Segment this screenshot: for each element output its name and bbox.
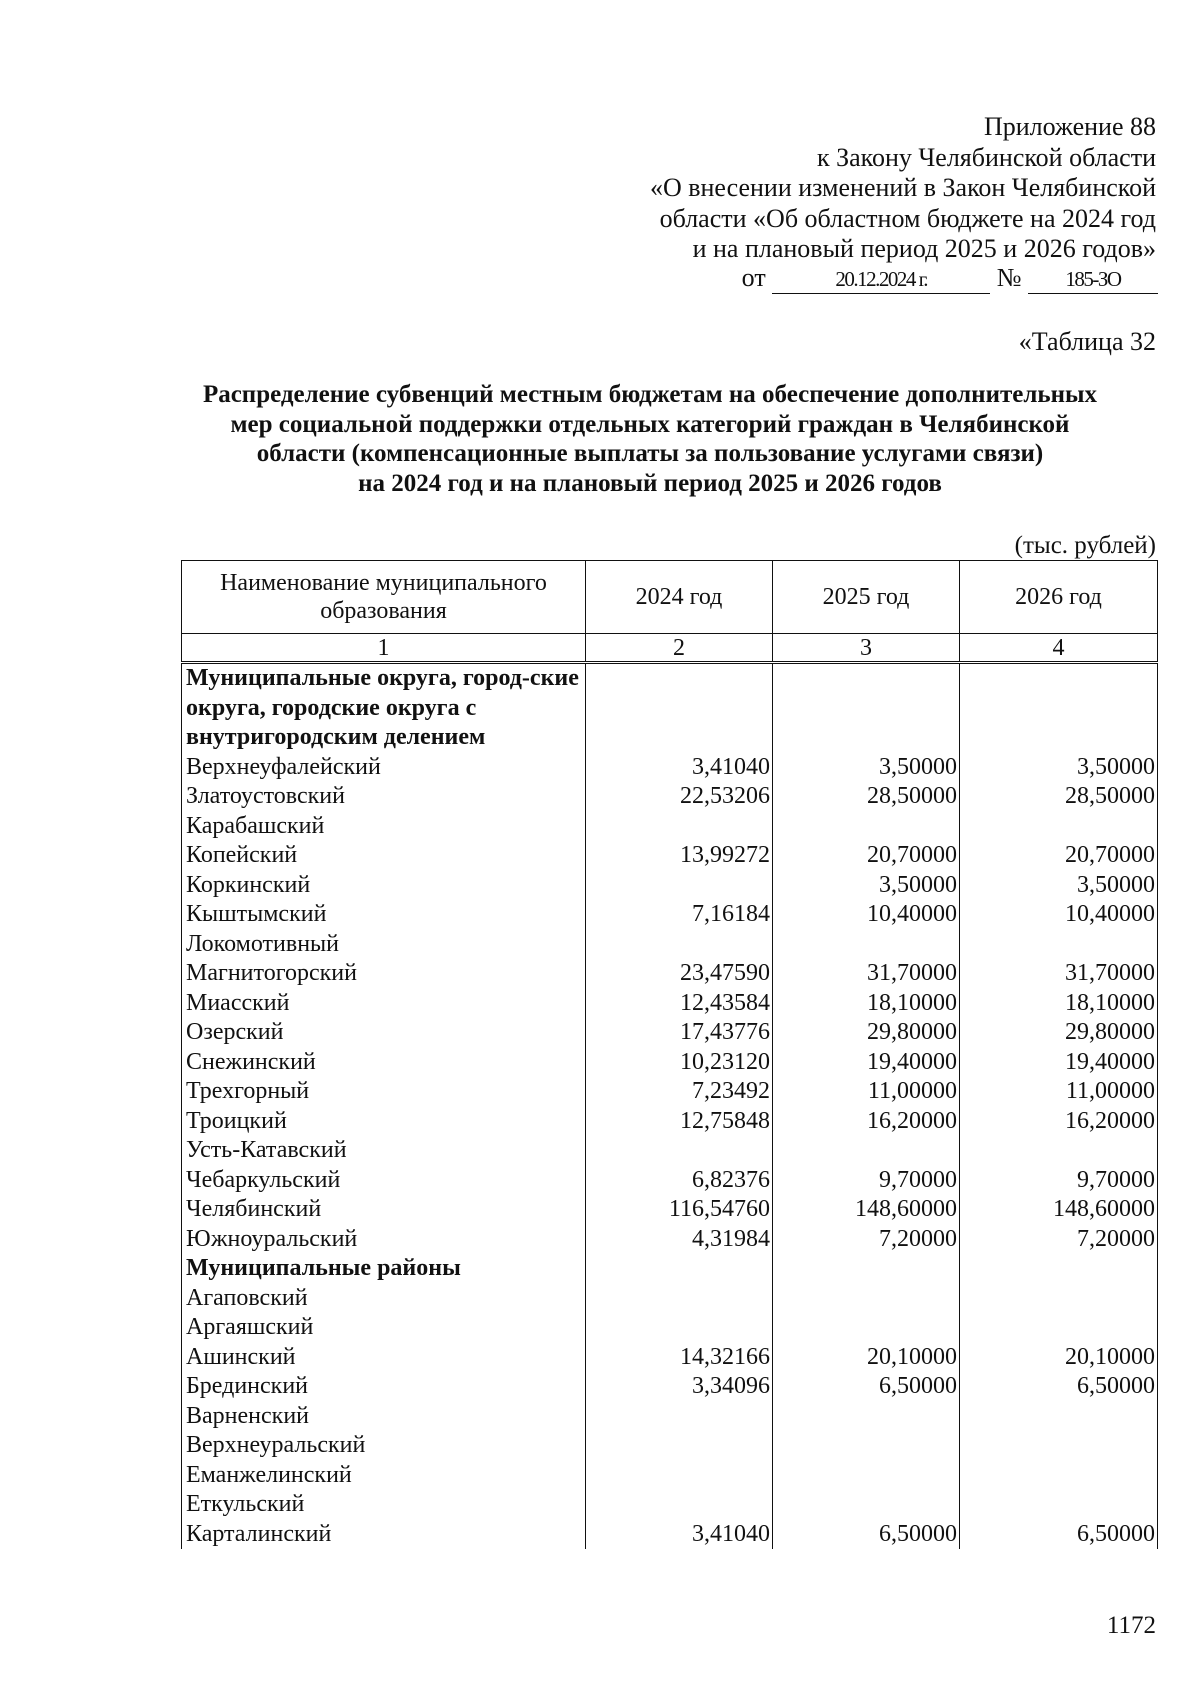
law-date: 20.12.2024 г. [835, 267, 928, 291]
column-header-2024: 2024 год [586, 561, 773, 634]
value-2026 [960, 1490, 1158, 1520]
table-row [182, 1372, 1158, 1402]
law-number: 185-ЗО [1065, 267, 1121, 291]
value-2026: 20,10000 [960, 1343, 1158, 1373]
appendix-line-3: «О внесении изменений в Закон Челябинской [649, 173, 1156, 202]
value-2024: 116,54760 [586, 1195, 773, 1225]
value-2024: 6,82376 [586, 1166, 773, 1196]
law-date-field [772, 263, 990, 294]
municipality-name: Усть-Катавский [182, 1136, 586, 1166]
value-2026: 29,80000 [960, 1018, 1158, 1048]
table-row [182, 1136, 1158, 1166]
municipality-name: Троицкий [182, 1107, 586, 1137]
municipality-name: Аргаяшский [182, 1313, 586, 1343]
group-title: Муниципальные округа, город-ские округа, городские округа с внутригородским делением [182, 663, 586, 753]
value-2026: 19,40000 [960, 1048, 1158, 1078]
table-row [182, 1284, 1158, 1314]
value-2024 [586, 1402, 773, 1432]
table-row [182, 812, 1158, 842]
empty-cell [586, 1254, 773, 1284]
value-2026: 18,10000 [960, 989, 1158, 1019]
value-2025: 20,10000 [773, 1343, 960, 1373]
municipality-name: Карабашский [182, 812, 586, 842]
value-2024: 12,43584 [586, 989, 773, 1019]
value-2024 [586, 1313, 773, 1343]
value-2025 [773, 1136, 960, 1166]
column-number: 3 [773, 634, 960, 663]
table-row [182, 900, 1158, 930]
value-2025 [773, 1490, 960, 1520]
value-2026: 7,20000 [960, 1225, 1158, 1255]
value-2026: 3,50000 [960, 753, 1158, 783]
value-2026: 20,70000 [960, 841, 1158, 871]
value-2024 [586, 1461, 773, 1491]
value-2025 [773, 1313, 960, 1343]
column-number: 4 [960, 634, 1158, 663]
table-row [182, 782, 1158, 812]
table-row [182, 1313, 1158, 1343]
value-2024: 10,23120 [586, 1048, 773, 1078]
value-2026: 3,50000 [960, 871, 1158, 901]
municipality-name: Локомотивный [182, 930, 586, 960]
value-2026: 6,50000 [960, 1372, 1158, 1402]
municipality-name: Златоустовский [182, 782, 586, 812]
table-header-row [182, 561, 1158, 634]
value-2026 [960, 1431, 1158, 1461]
value-2025 [773, 1284, 960, 1314]
table-row [182, 1402, 1158, 1432]
value-2025: 20,70000 [773, 841, 960, 871]
group-row [182, 1254, 1158, 1284]
municipality-name: Озерский [182, 1018, 586, 1048]
municipality-name: Верхнеуфалейский [182, 753, 586, 783]
value-2024 [586, 930, 773, 960]
value-2024: 3,41040 [586, 1520, 773, 1550]
document-title [150, 380, 1150, 498]
value-2026: 148,60000 [960, 1195, 1158, 1225]
title-line-3: области (компенсационные выплаты за пользование услугами связи) [256, 440, 1044, 467]
value-2025: 3,50000 [773, 753, 960, 783]
value-2026: 11,00000 [960, 1077, 1158, 1107]
value-2026: 10,40000 [960, 900, 1158, 930]
appendix-line-2: к Закону Челябинской области [816, 142, 1156, 172]
value-2025: 31,70000 [773, 959, 960, 989]
value-2024: 3,41040 [586, 753, 773, 783]
municipality-name: Снежинский [182, 1048, 586, 1078]
table-row [182, 1461, 1158, 1491]
municipality-name: Миасский [182, 989, 586, 1019]
table-row [182, 1490, 1158, 1520]
table-row [182, 989, 1158, 1019]
appendix-header [536, 112, 1156, 265]
municipality-name: Варненский [182, 1402, 586, 1432]
value-2026: 16,20000 [960, 1107, 1158, 1137]
value-2026 [960, 1136, 1158, 1166]
value-2024: 4,31984 [586, 1225, 773, 1255]
municipality-name: Карталинский [182, 1520, 586, 1550]
municipality-name: Еманжелинский [182, 1461, 586, 1491]
municipality-name: Магнитогорский [182, 959, 586, 989]
value-2025: 3,50000 [773, 871, 960, 901]
value-2025: 7,20000 [773, 1225, 960, 1255]
value-2024: 22,53206 [586, 782, 773, 812]
page-number: 1172 [1106, 1612, 1156, 1639]
column-number: 2 [586, 634, 773, 663]
law-date-number [742, 263, 1158, 295]
group-title: Муниципальные районы [182, 1254, 586, 1284]
value-2024: 23,47590 [586, 959, 773, 989]
value-2024: 3,34096 [586, 1372, 773, 1402]
municipality-name: Агаповский [182, 1284, 586, 1314]
table-row [182, 1018, 1158, 1048]
title-line-2: мер социальной поддержки отдельных категорий граждан в Челябинской [230, 410, 1070, 438]
municipality-name: Еткульский [182, 1490, 586, 1520]
value-2025: 6,50000 [773, 1372, 960, 1402]
value-2025: 148,60000 [773, 1195, 960, 1225]
value-2024 [586, 812, 773, 842]
value-2025: 6,50000 [773, 1520, 960, 1550]
empty-cell [960, 663, 1158, 753]
table-row [182, 1195, 1158, 1225]
value-2025 [773, 930, 960, 960]
appendix-line-4: области «Об областном бюджете на 2024 год [659, 203, 1156, 233]
value-2026 [960, 930, 1158, 960]
table-label: «Таблица 32 [1018, 327, 1156, 356]
value-2025 [773, 1461, 960, 1491]
table-row [182, 1343, 1158, 1373]
municipality-name: Ашинский [182, 1343, 586, 1373]
value-2024: 17,43776 [586, 1018, 773, 1048]
value-2025: 29,80000 [773, 1018, 960, 1048]
table-row [182, 1077, 1158, 1107]
units-label: (тыс. рублей) [1014, 532, 1156, 559]
title-line-4: на 2024 год и на плановый период 2025 и 2026 годов [358, 469, 942, 497]
empty-cell [586, 663, 773, 753]
column-header-2026: 2026 год [960, 561, 1158, 634]
value-2026: 28,50000 [960, 782, 1158, 812]
value-2025: 28,50000 [773, 782, 960, 812]
value-2025 [773, 812, 960, 842]
value-2026 [960, 1284, 1158, 1314]
table-row [182, 959, 1158, 989]
value-2025: 16,20000 [773, 1107, 960, 1137]
value-2024 [586, 871, 773, 901]
table-row [182, 1225, 1158, 1255]
value-2024: 7,16184 [586, 900, 773, 930]
column-header-name: Наименование муниципального образования [182, 561, 586, 634]
table-row [182, 1048, 1158, 1078]
column-number-row [182, 634, 1158, 663]
value-2024 [586, 1431, 773, 1461]
value-2026 [960, 812, 1158, 842]
appendix-line-1: Приложение 88 [983, 112, 1156, 141]
value-2024: 12,75848 [586, 1107, 773, 1137]
municipality-name: Южноуральский [182, 1225, 586, 1255]
column-number: 1 [182, 634, 586, 663]
from-label: от [741, 263, 766, 292]
municipality-name: Брединский [182, 1372, 586, 1402]
table-row [182, 930, 1158, 960]
appendix-line-5: и на плановый период 2025 и 2026 годов» [692, 234, 1156, 263]
value-2025: 19,40000 [773, 1048, 960, 1078]
empty-cell [960, 1254, 1158, 1284]
value-2026 [960, 1402, 1158, 1432]
subvention-table [181, 560, 1158, 1549]
table-row [182, 1431, 1158, 1461]
value-2026 [960, 1313, 1158, 1343]
municipality-name: Челябинский [182, 1195, 586, 1225]
table-row [182, 753, 1158, 783]
value-2025: 18,10000 [773, 989, 960, 1019]
municipality-name: Кыштымский [182, 900, 586, 930]
value-2026 [960, 1461, 1158, 1491]
value-2025: 10,40000 [773, 900, 960, 930]
value-2024: 7,23492 [586, 1077, 773, 1107]
municipality-name: Трехгорный [182, 1077, 586, 1107]
empty-cell [773, 663, 960, 753]
table-row [182, 871, 1158, 901]
table-row [182, 1107, 1158, 1137]
title-line-1: Распределение субвенций местным бюджетам на обеспечение дополнительных [202, 381, 1098, 408]
table-row [182, 841, 1158, 871]
value-2025: 9,70000 [773, 1166, 960, 1196]
value-2025 [773, 1402, 960, 1432]
value-2024 [586, 1284, 773, 1314]
value-2025: 11,00000 [773, 1077, 960, 1107]
municipality-name: Чебаркульский [182, 1166, 586, 1196]
municipality-name: Верхнеуральский [182, 1431, 586, 1461]
group-row [182, 663, 1158, 753]
value-2024: 13,99272 [586, 841, 773, 871]
value-2026: 31,70000 [960, 959, 1158, 989]
value-2024 [586, 1136, 773, 1166]
value-2024 [586, 1490, 773, 1520]
municipality-name: Коркинский [182, 871, 586, 901]
municipality-name: Копейский [182, 841, 586, 871]
column-header-2025: 2025 год [773, 561, 960, 634]
empty-cell [773, 1254, 960, 1284]
table-row [182, 1520, 1158, 1550]
number-label: № [996, 263, 1022, 292]
table-row [182, 1166, 1158, 1196]
value-2025 [773, 1431, 960, 1461]
value-2026: 6,50000 [960, 1520, 1158, 1550]
value-2026: 9,70000 [960, 1166, 1158, 1196]
value-2024: 14,32166 [586, 1343, 773, 1373]
law-number-field [1028, 263, 1158, 294]
